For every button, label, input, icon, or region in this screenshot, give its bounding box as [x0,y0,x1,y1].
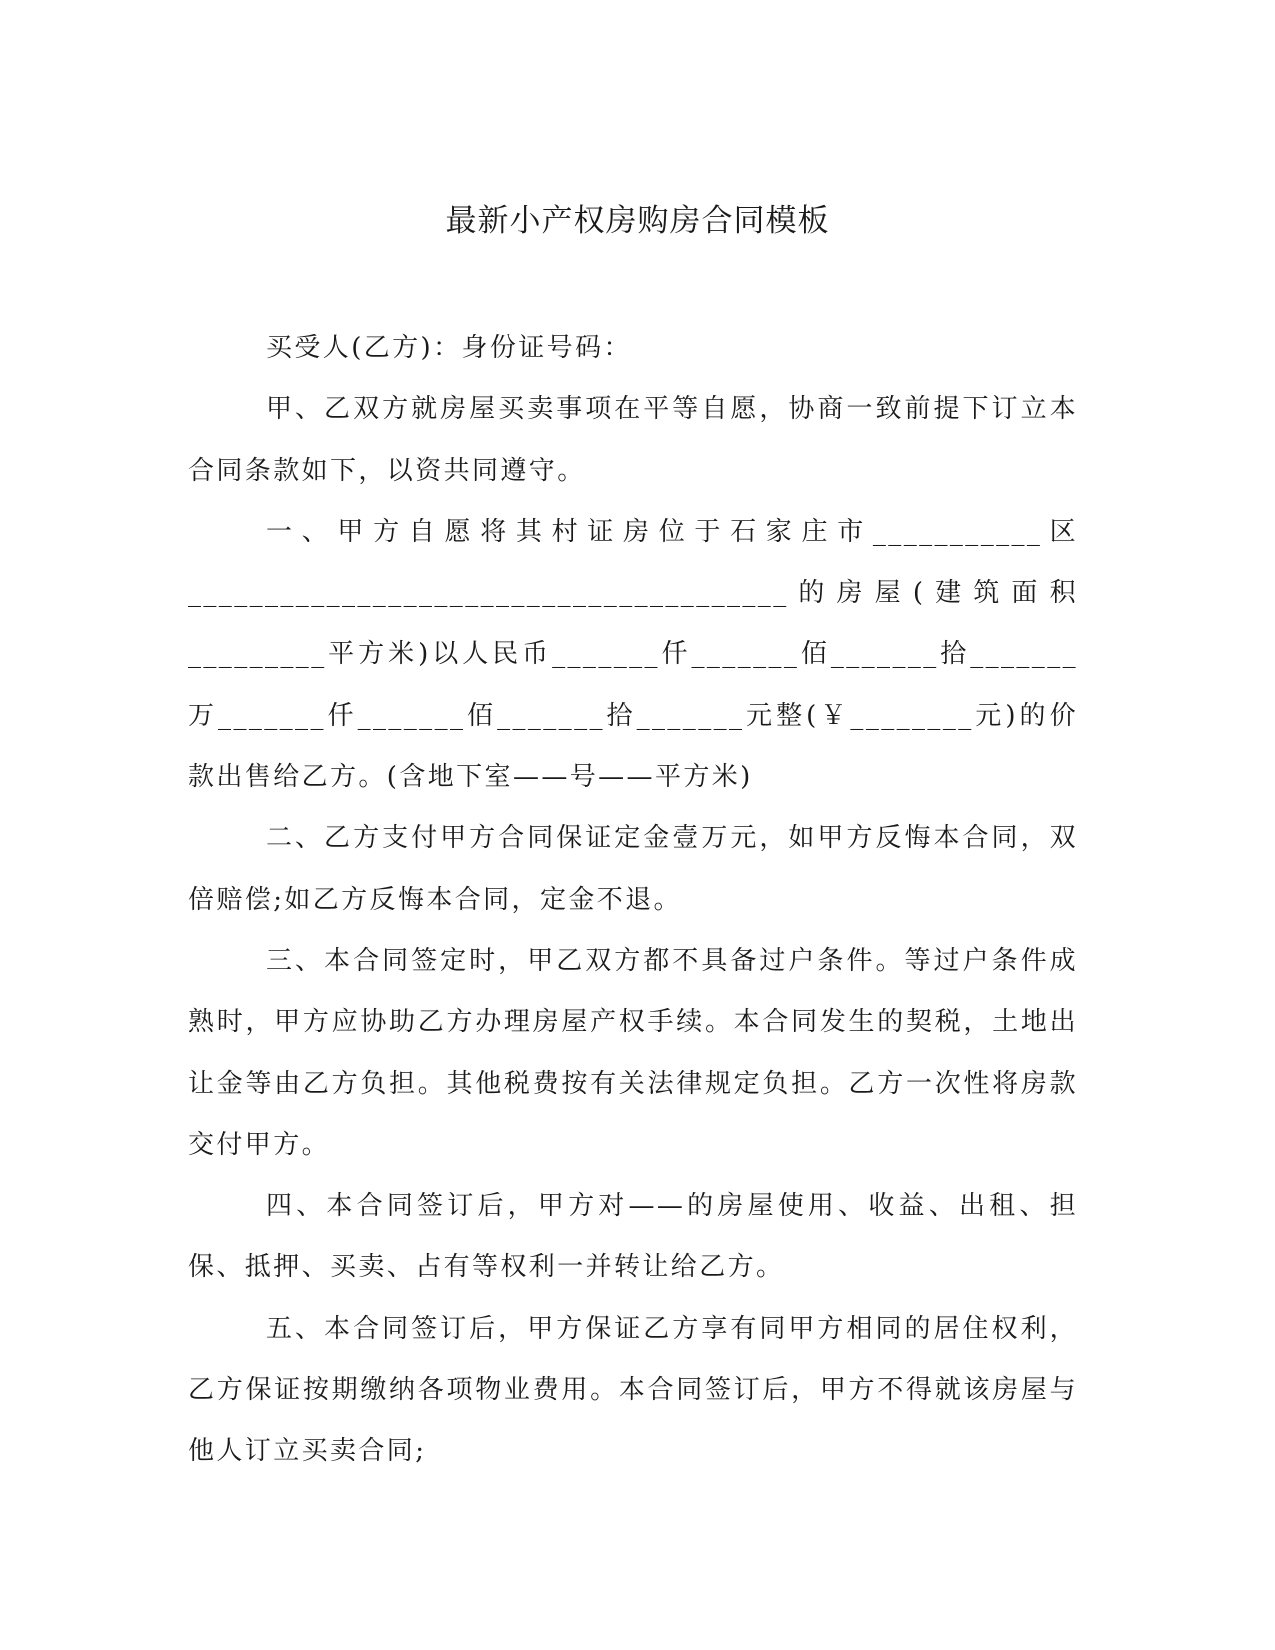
document-title: 最新小产权房购房合同模板 [445,203,830,239]
buyer-line: 买受人(乙方)：身份证号码： [266,333,632,363]
preamble-paragraph: 甲、乙双方就房屋买卖事项在平等自愿，协商一致前提下订立本合同条款如下，以资共同遵守。 [188,394,1078,486]
clause-1-paragraph: 一、甲方自愿将其村证房位于石家庄市___________区_______________________________________的房屋(建筑面积_________平方米)以人民币_______仟_______佰_______拾_______万_______仟_______佰_______拾_______元整(￥________元)的价款出售给乙方。(含地下室——号——平方米) [188,516,1078,793]
clause-2-paragraph: 二、乙方支付甲方合同保证定金壹万元，如甲方反悔本合同，双倍赔偿;如乙方反悔本合同，定金不退。 [188,823,1078,915]
clause-3-paragraph: 三、本合同签定时，甲乙双方都不具备过户条件。等过户条件成熟时，甲方应协助乙方办理房屋产权手续。本合同发生的契税，土地出让金等由乙方负担。其他税费按有关法律规定负担。乙方一次性将房款交付甲方。 [188,945,1078,1160]
clause-4-paragraph: 四、本合同签订后，甲方对——的房屋使用、收益、出租、担保、抵押、买卖、占有等权利一并转让给乙方。 [188,1191,1078,1283]
document-body [188,318,1078,1483]
clause-5-paragraph: 五、本合同签订后，甲方保证乙方享有同甲方相同的居住权利，乙方保证按期缴纳各项物业费用。本合同签订后，甲方不得就该房屋与他人订立买卖合同; [188,1313,1078,1467]
